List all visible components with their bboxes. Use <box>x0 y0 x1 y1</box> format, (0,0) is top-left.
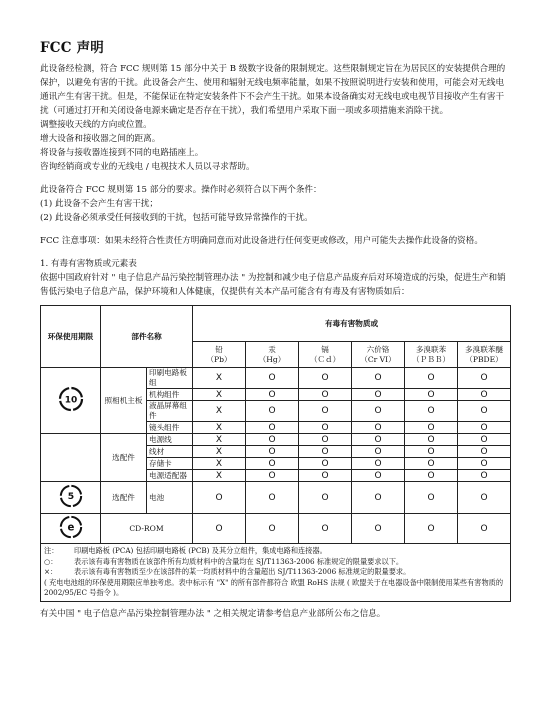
note-text: 表示该有毒有害物质在该部件所有均质材料中的含量均在 SJ/T11363-2006 标准规定的限量要求以下。 <box>74 556 404 566</box>
compliance-intro: 此设备符合 FCC 规则第 15 部分的要求。操作时必须符合以下两个条件： <box>40 185 322 195</box>
mark-cell: O <box>299 389 352 401</box>
fcc-caution: FCC 注意事项：如果未经符合性责任方明确同意而对此设备进行任何变更或修改，用户可能失去操作此设备的资格。 <box>40 236 483 246</box>
mark-cell: O <box>299 368 352 389</box>
condition-2: (2) 此设备必须承受任何接收到的干扰，包括可能导致异常操作的干扰。 <box>40 213 313 223</box>
substance-header-cr: 六价铬 （Cr VI） <box>352 342 405 368</box>
mark-cell: O <box>405 514 458 544</box>
mark-cell: O <box>405 422 458 434</box>
mark-cell: O <box>352 434 405 446</box>
mark-cell: O <box>246 458 299 470</box>
mark-cell: O <box>405 482 458 514</box>
note-text: 表示该有毒有害物质至少在该部件的某一均质材料中的含量超出 SJ/T11363-2006 标准规定的限量要求。 <box>74 567 411 576</box>
mark-cell: O <box>246 389 299 401</box>
mark-cell: O <box>458 446 511 458</box>
mark-cell: O <box>299 458 352 470</box>
mark-cell: O <box>246 446 299 458</box>
mark-cell: X <box>193 434 246 446</box>
header-substances: 有毒有害物质或 <box>193 306 511 342</box>
mark-cell: X <box>193 368 246 389</box>
mark-cell: O <box>193 514 246 544</box>
mark-cell: O <box>405 470 458 482</box>
measure-3: 将设备与接收器连接到不同的电路插座上。 <box>40 148 204 158</box>
note-key: 注： <box>44 546 59 555</box>
part-name: 镜头组件 <box>147 422 193 434</box>
mark-cell: O <box>352 470 405 482</box>
mark-cell: O <box>299 401 352 422</box>
part-name: 电源线 <box>147 434 193 446</box>
epup-e-logo <box>41 514 101 544</box>
part-name: 存储卡 <box>147 458 193 470</box>
notes-row <box>41 544 511 602</box>
mark-cell: O <box>458 368 511 389</box>
part-name: 液晶屏幕组件 <box>147 401 193 422</box>
group-name-accessories: 选配件 <box>101 434 147 482</box>
mark-cell: O <box>246 368 299 389</box>
substance-header-cd: 镉 （Ｃｄ） <box>299 342 352 368</box>
svg-text:10: 10 <box>64 395 77 406</box>
mark-cell: O <box>299 422 352 434</box>
mark-cell: O <box>299 514 352 544</box>
mark-cell: O <box>458 458 511 470</box>
mark-cell: O <box>458 470 511 482</box>
mark-cell: X <box>193 422 246 434</box>
mark-cell: O <box>193 482 246 514</box>
epup-10-icon <box>58 386 84 412</box>
mark-cell: O <box>405 368 458 389</box>
mark-cell: X <box>193 389 246 401</box>
part-name-cdrom: CD-ROM <box>101 514 193 544</box>
mark-cell: O <box>352 458 405 470</box>
epup-5-logo <box>41 482 101 514</box>
mark-cell: O <box>299 470 352 482</box>
mark-cell: O <box>405 446 458 458</box>
mark-cell: O <box>405 434 458 446</box>
table-row <box>41 434 511 446</box>
measure-2: 增大设备和接收器之间的距离。 <box>40 134 161 144</box>
part-name: 电源适配器 <box>147 470 193 482</box>
mark-cell: O <box>405 389 458 401</box>
substance-header-pbde: 多溴联苯醚 （PBDE） <box>458 342 511 368</box>
table-notes <box>41 544 511 602</box>
mark-cell: O <box>458 401 511 422</box>
header-part-name: 部件名称 <box>101 306 193 368</box>
substance-header-pb: 铅 （Pb） <box>193 342 246 368</box>
note-text: ( 充电电池组的环保使用期限应单独考虑。表中标示有 "X" 的所有部件都符合 欧盟 RoHS 法规 ( 欧盟关于在电器设备中限制使用某些有害物质的 2002/95/EC 号指令 )。 <box>44 577 504 597</box>
measure-4: 咨询经销商或专业的无线电 / 电视技术人员以寻求帮助。 <box>40 162 255 172</box>
mark-cell: O <box>299 482 352 514</box>
mark-cell: O <box>246 401 299 422</box>
mark-cell: O <box>246 422 299 434</box>
mark-cell: O <box>405 401 458 422</box>
substance-header-pbb: 多溴联苯 （ＰＢＢ） <box>405 342 458 368</box>
mark-cell: O <box>352 482 405 514</box>
part-name: 线材 <box>147 446 193 458</box>
fcc-paragraph: 此设备经检测，符合 FCC 规则第 15 部分中关于 B 级数字设备的限制规定。这些限制规定旨在为居民区的安装提供合理的保护，以避免有害的干扰。此设备会产生、使用和辐射无线电频率能量，如果不按照说明进行安装和使用，可能会对无线电通讯产生有害干扰。但是，不能保证在特定安装条件下不会产生干扰。如果本设备确实对无线电或电视节目接收产生有害干扰（可通过打开和关闭设备电源来确定是否存在干扰），我们希望用户采取下面一项或多项措施来消除干扰。 <box>40 64 506 116</box>
group-name-mainboard: 照相机主板 <box>101 368 147 434</box>
mark-cell: O <box>352 446 405 458</box>
mark-cell: O <box>352 368 405 389</box>
svg-text:e: e <box>67 522 74 534</box>
mark-cell: O <box>299 446 352 458</box>
epup-10-logo <box>41 368 101 434</box>
note-key: ×： <box>44 567 58 576</box>
mark-cell: O <box>352 422 405 434</box>
epup-empty <box>41 434 101 482</box>
part-name: 电池 <box>147 482 193 514</box>
table-row <box>41 368 511 389</box>
mark-cell: O <box>352 401 405 422</box>
mark-cell: X <box>193 401 246 422</box>
group-name-accessories-2: 选配件 <box>101 482 147 514</box>
mark-cell: O <box>458 514 511 544</box>
note-key: ○： <box>44 556 58 566</box>
mark-cell: O <box>352 389 405 401</box>
table-row <box>41 514 511 544</box>
svg-text:5: 5 <box>67 491 74 503</box>
mark-cell: O <box>458 389 511 401</box>
mark-cell: O <box>299 434 352 446</box>
mark-cell: O <box>246 514 299 544</box>
part-name: 机构组件 <box>147 389 193 401</box>
mark-cell: O <box>458 422 511 434</box>
mark-cell: O <box>458 434 511 446</box>
epup-5-icon <box>59 484 83 508</box>
mark-cell: X <box>193 470 246 482</box>
mark-cell: O <box>405 458 458 470</box>
mark-cell: X <box>193 446 246 458</box>
section-intro: 依据中国政府针对 " 电子信息产品污染控制管理办法 " 为控制和减少电子信息产品废弃后对环境造成的污染，促进生产和销售低污染电子信息产品，保护环境和人体健康，仅提供有关本产品可能含有有毒及有害物质如后： <box>40 273 506 297</box>
mark-cell: O <box>352 514 405 544</box>
measure-1: 调整接收天线的方向或位置。 <box>40 120 152 130</box>
condition-1: (1) 此设备不会产生有害干扰； <box>40 199 159 209</box>
header-epup: 环保使用期限 <box>41 306 101 368</box>
page-title: FCC 声明 <box>40 40 104 56</box>
table-row <box>41 482 511 514</box>
footer-text: 有关中国 " 电子信息产品污染控制管理办法 " 之相关规定请参考信息产业部所公布之信息。 <box>40 608 386 619</box>
mark-cell: O <box>246 470 299 482</box>
mark-cell: O <box>458 482 511 514</box>
mark-cell: O <box>246 434 299 446</box>
mark-cell: X <box>193 458 246 470</box>
epup-e-icon <box>59 515 83 539</box>
document-page <box>40 36 510 621</box>
part-name: 印刷电路板组 <box>147 368 193 389</box>
mark-cell: O <box>246 482 299 514</box>
note-text: 印刷电路板 (PCA) 包括印刷电路板 (PCB) 及其分立组件，集成电路和连接器。 <box>74 546 327 555</box>
section-title: 1. 有毒有害物质或元素表 <box>40 259 137 269</box>
hazardous-substances-table <box>40 305 511 602</box>
substance-header-hg: 汞 （Hg） <box>246 342 299 368</box>
